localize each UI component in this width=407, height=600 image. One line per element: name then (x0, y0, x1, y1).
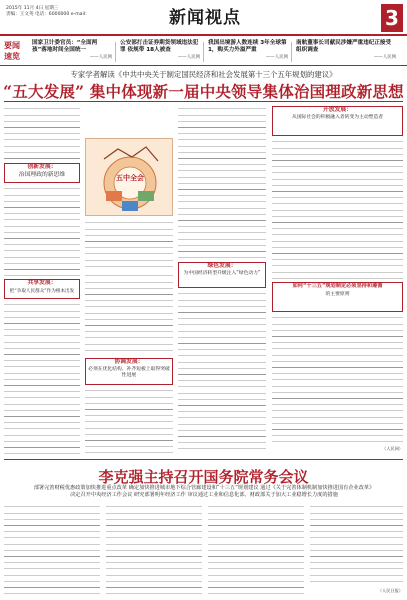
subhead-box (272, 106, 403, 136)
subhead-box (178, 262, 266, 288)
article-text-block (4, 504, 100, 594)
article-text-block (4, 302, 80, 454)
article-text-block (106, 504, 202, 594)
subhead-plan-sub: 的主要原则 (325, 291, 350, 297)
article-text-block (272, 139, 403, 279)
subhead-plan-main: “十三五”规划制定必须坚持和遵循 (302, 283, 383, 289)
date-line (6, 6, 96, 18)
editor-line: 责编：王文英 电话：6000000 e-mail： (6, 12, 90, 17)
digest-item-title: 我国出境游人数连续 3年全球第 1，购买力外溢严重 (208, 40, 287, 54)
subhead-box (272, 282, 403, 312)
subhead-shared-sub: 把“争取人民群众”作为根本出发 (9, 288, 75, 294)
subhead-green-sub: 为中国经济转型升级注入“绿色动力” (183, 270, 261, 276)
digest-item-source: ——人民网 (374, 55, 396, 61)
article-text-block (85, 220, 173, 270)
digest-label-line2: 速览 (4, 52, 20, 61)
digest-item-source: ——人民网 (178, 55, 200, 61)
digest-item[interactable] (32, 40, 112, 64)
feature-headline[interactable]: “五大发展” 集中体现新一届中央领导集体治国理政新思想 (3, 82, 404, 101)
divider (4, 459, 403, 460)
bottom-deck (24, 485, 384, 499)
bottom-deck-line: 部署完善财税优惠政策加快推进重点改革 确定加快推进城市地下综合管廊建设和“十三五”规划建议 通过《关于完善体制机制加快推进国有企业改革》 (33, 485, 375, 491)
article-text-block (178, 291, 266, 454)
news-digest-bar (0, 38, 407, 66)
article-text-block (310, 504, 403, 586)
issue-date: 2015年 11月 4日 星期三 (6, 6, 59, 11)
article-text-block (272, 315, 403, 445)
digest-label (4, 40, 30, 62)
article-text-block (85, 273, 173, 355)
digest-item[interactable] (296, 40, 396, 64)
masthead (0, 0, 407, 36)
subhead-shared: 共享发展： (27, 280, 57, 286)
bottom-deck-line: 决定召开中央经济工作会议 研究部署明年经济工作 审议通过工业和信息化部、财政部关于加大工业稳增长力度的措施 (70, 492, 338, 498)
subhead-coordination-sub: 必须在优化结构、补齐短板上取得突破性进展 (88, 366, 170, 378)
subhead-innovation-sub: 治国理政的新思维 (18, 171, 66, 178)
article-text-block (178, 106, 266, 259)
digest-item-source: ——人民网 (266, 55, 288, 61)
digest-item[interactable] (208, 40, 288, 64)
bottom-headline[interactable]: 李克强主持召开国务院常务会议 (98, 468, 309, 486)
page-number-badge: 3 (381, 4, 403, 32)
article-text-block (85, 388, 173, 454)
divider (291, 42, 292, 62)
digest-item-source: ——人民网 (90, 55, 112, 61)
subhead-plan-prefix: 如何 (292, 283, 303, 289)
digest-item-title: 国家卫计委官员：“全面两孩”落地时间全国统一 (32, 40, 98, 54)
subhead-plan (273, 283, 402, 291)
section-title: 新闻视点 (169, 8, 241, 28)
article-byline: （人民日报） (377, 588, 403, 593)
article-text-block (4, 186, 80, 276)
digest-item[interactable] (120, 40, 200, 64)
digest-label-line1: 要闻 (4, 41, 20, 50)
subhead-open-sub: 从国际社会的积极融入者转变为主动塑造者 (291, 114, 384, 120)
feature-illustration (85, 138, 173, 216)
divider (203, 42, 204, 62)
subhead-box (4, 163, 80, 183)
feature-kicker: 专家学者解读《中共中央关于制定国民经济和社会发展第十三个五年规划的建议》 (70, 70, 337, 79)
subhead-green: 绿色发展： (207, 263, 237, 269)
article-byline: （人民网） (382, 446, 403, 451)
illustration-caption: 五中全会 (116, 174, 144, 182)
divider (4, 101, 403, 102)
article-text-block (208, 504, 304, 594)
subhead-box (4, 279, 80, 299)
article-text-block (4, 106, 80, 160)
digest-item-title: 公安部打击证券期货领域违法犯罪 依规带 18人被查 (120, 40, 199, 54)
subhead-coordination: 协调发展： (114, 359, 144, 365)
divider (115, 42, 116, 62)
subhead-open: 开放发展： (323, 107, 352, 113)
digest-item-title: 南航董事长司献民涉嫌严重违纪正接受组织调查 (296, 40, 392, 54)
subhead-box (85, 358, 173, 385)
subhead-innovation: 创新发展： (27, 164, 57, 170)
